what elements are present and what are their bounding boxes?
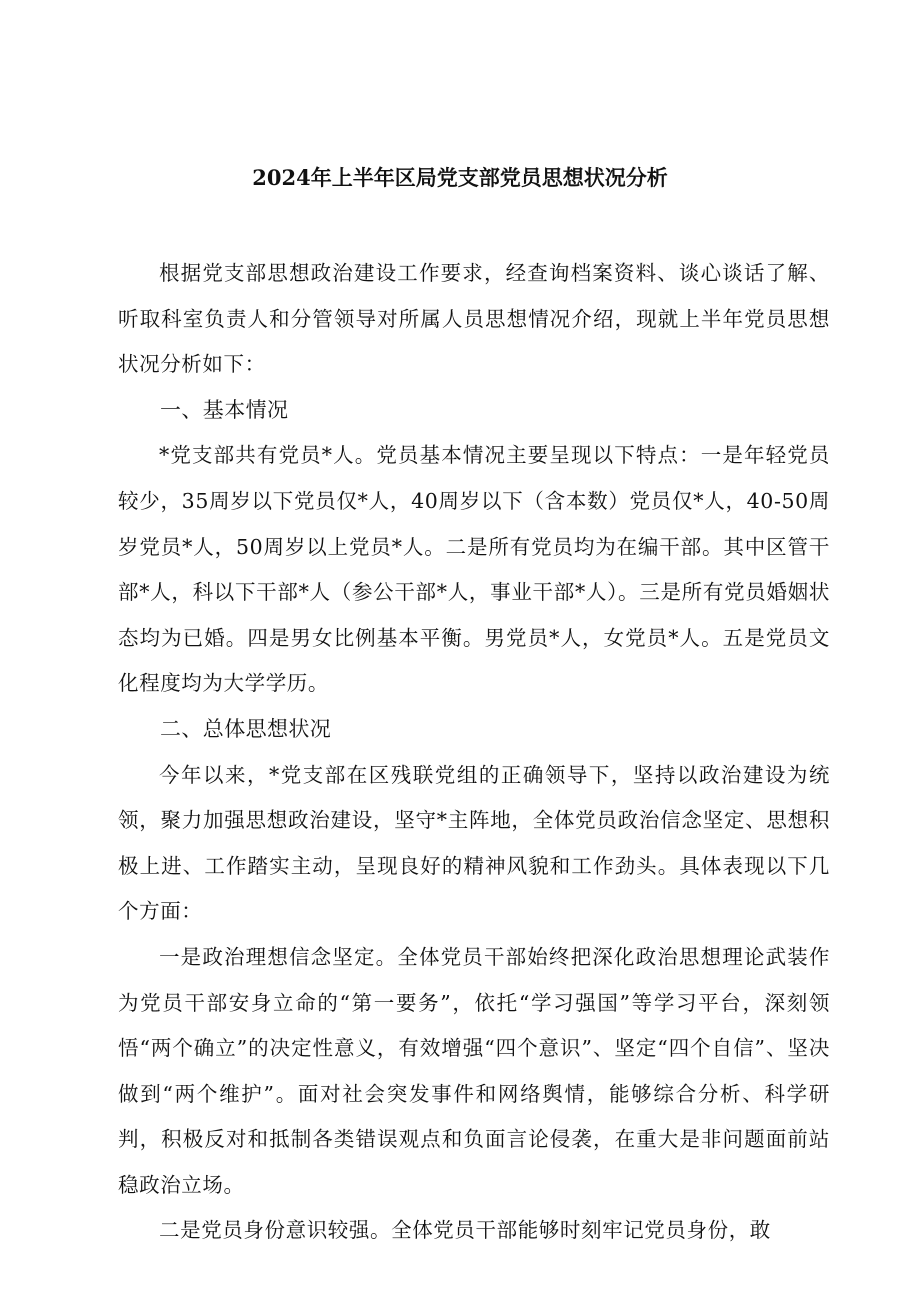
section-heading-overall-thought: 二、总体思想状况 [160, 716, 332, 741]
overall-thought-paragraph: 今年以来，*党支部在区残联党组的正确领导下，坚持以政治建设为统领，聚力加强思想政治建设，坚守*主阵地，全体党员政治信念坚定、思想积极上进、工作踏实主动，呈现良好的精神风貌和工作劲头。具体表现以下几个方面： [118, 762, 830, 924]
basic-situation-paragraph: *党支部共有党员*人。党员基本情况主要呈现以下特点：一是年轻党员较少，35周岁以下党员仅*人，40周岁以下（含本数）党员仅*人，40-50周岁党员*人，50周岁以上党员*人。二是所有党员均为在编干部。其中区管干部*人，科以下干部*人（参公干部*人，事业干部*人）。三是所有党员婚姻状态均为已婚。四是男女比例基本平衡。男党员*人，女党员*人。五是党员文化程度均为大学学历。 [118, 443, 830, 696]
document-body [118, 251, 830, 1254]
section-heading-basic-situation: 一、基本情况 [160, 397, 289, 422]
party-identity-paragraph: 二是党员身份意识较强。全体党员干部能够时刻牢记党员身份，敢 [159, 1218, 771, 1243]
document-title: 2024年上半年区局党支部党员思想状况分析 [252, 165, 668, 190]
intro-paragraph: 根据党支部思想政治建设工作要求，经查询档案资料、谈心谈话了解、听取科室负责人和分管领导对所属人员思想情况介绍，现就上半年党员思想状况分析如下： [118, 261, 830, 377]
political-belief-paragraph: 一是政治理想信念坚定。全体党员干部始终把深化政治思想理论武装作为党员干部安身立命的“第一要务”，依托“学习强国”等学习平台，深刻领悟“两个确立”的决定性意义，有效增强“四个意识”、坚定“四个自信”、坚决做到“两个维护”。面对社会突发事件和网络舆情，能够综合分析、科学研判，积极反对和抵制各类错误观点和负面言论侵袭，在重大是非问题面前站稳政治立场。 [118, 944, 830, 1197]
